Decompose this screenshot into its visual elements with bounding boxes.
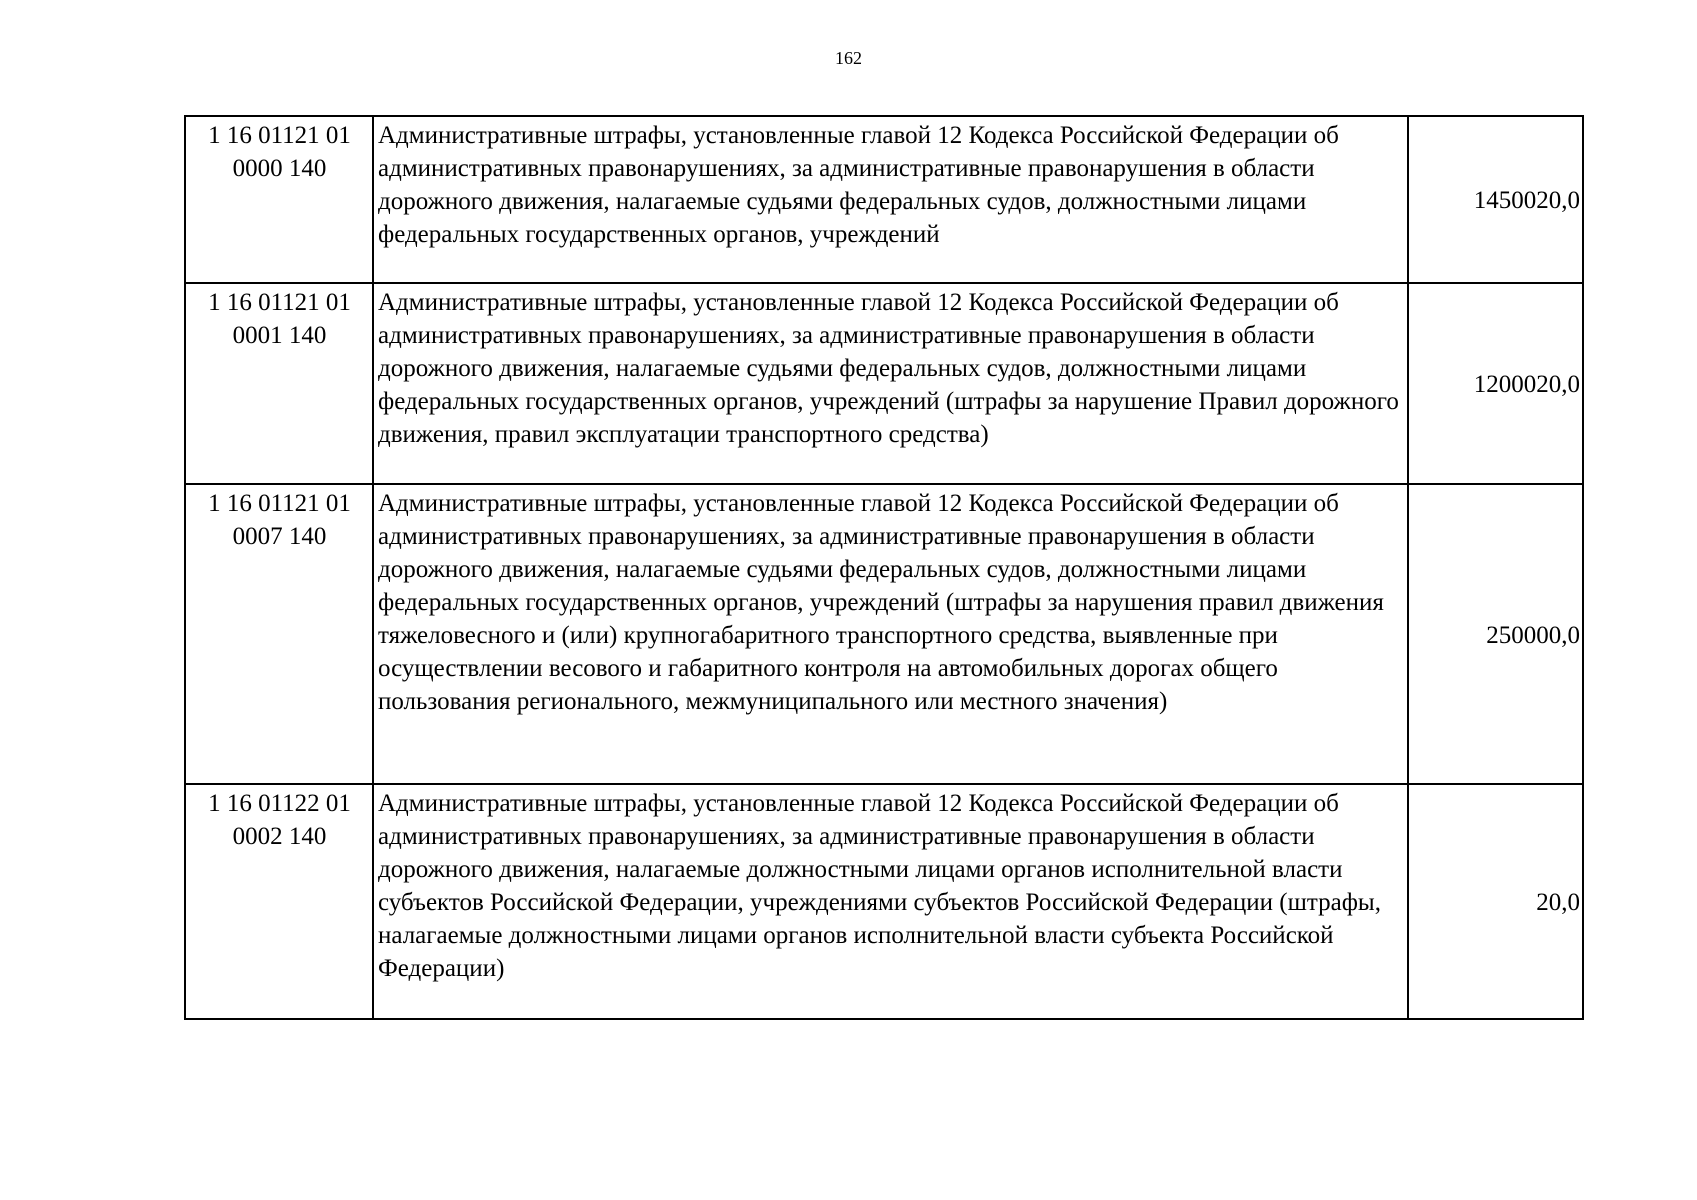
amount-cell: 1200020,0 xyxy=(1408,283,1583,484)
budget-code-cell xyxy=(185,784,373,1019)
budget-code-part-2: 0007 140 xyxy=(232,523,327,550)
budget-code-part-2: 0000 140 xyxy=(232,155,327,182)
revenue-description-cell: Административные штрафы, установленные главой 12 Кодекса Российской Федерации об административных правонарушениях, за административные правонарушения в области дорожного движения, налагаемые судьями федеральных судов, должностными лицами федеральных государственных органов, учреждений xyxy=(373,116,1408,283)
revenue-description-cell: Административные штрафы, установленные главой 12 Кодекса Российской Федерации об административных правонарушениях, за административные правонарушения в области дорожного движения, налагаемые судьями федеральных судов, должностными лицами федеральных государственных органов, учреждений (штрафы за нарушение Правил дорожного движения, правил эксплуатации транспортного средства) xyxy=(373,283,1408,484)
amount-cell: 250000,0 xyxy=(1408,484,1583,784)
budget-code-part-1: 1 16 01121 01 xyxy=(208,122,351,149)
revenue-description-cell: Административные штрафы, установленные главой 12 Кодекса Российской Федерации об административных правонарушениях, за административные правонарушения в области дорожного движения, налагаемые должностными лицами органов исполнительной власти субъектов Российской Федерации, учреждениями субъектов Российской Федерации (штрафы, налагаемые должностными лицами органов исполнительной власти субъекта Российской Федерации) xyxy=(373,784,1408,1019)
amount-cell: 20,0 xyxy=(1408,784,1583,1019)
page-number: 162 xyxy=(835,48,862,68)
budget-code-cell xyxy=(185,116,373,283)
budget-code-cell xyxy=(185,484,373,784)
budget-code-cell xyxy=(185,283,373,484)
amount-cell: 1450020,0 xyxy=(1408,116,1583,283)
revenue-description-cell: Административные штрафы, установленные главой 12 Кодекса Российской Федерации об административных правонарушениях, за административные правонарушения в области дорожного движения, налагаемые судьями федеральных судов, должностными лицами федеральных государственных органов, учреждений (штрафы за нарушения правил движения тяжеловесного и (или) крупногабаритного транспортного средства, выявленные при осуществлении весового и габаритного контроля на автомобильных дорогах общего пользования регионального, межмуниципального или местного значения) xyxy=(373,484,1408,784)
table-row xyxy=(185,484,1583,784)
table-row xyxy=(185,283,1583,484)
budget-revenue-table xyxy=(184,115,1584,1020)
budget-code-part-2: 0001 140 xyxy=(232,322,327,349)
budget-code-part-2: 0002 140 xyxy=(232,823,327,850)
table-row xyxy=(185,116,1583,283)
budget-code-part-1: 1 16 01121 01 xyxy=(208,289,351,316)
budget-code-part-1: 1 16 01122 01 xyxy=(208,790,351,817)
table-row xyxy=(185,784,1583,1019)
budget-code-part-1: 1 16 01121 01 xyxy=(208,490,351,517)
